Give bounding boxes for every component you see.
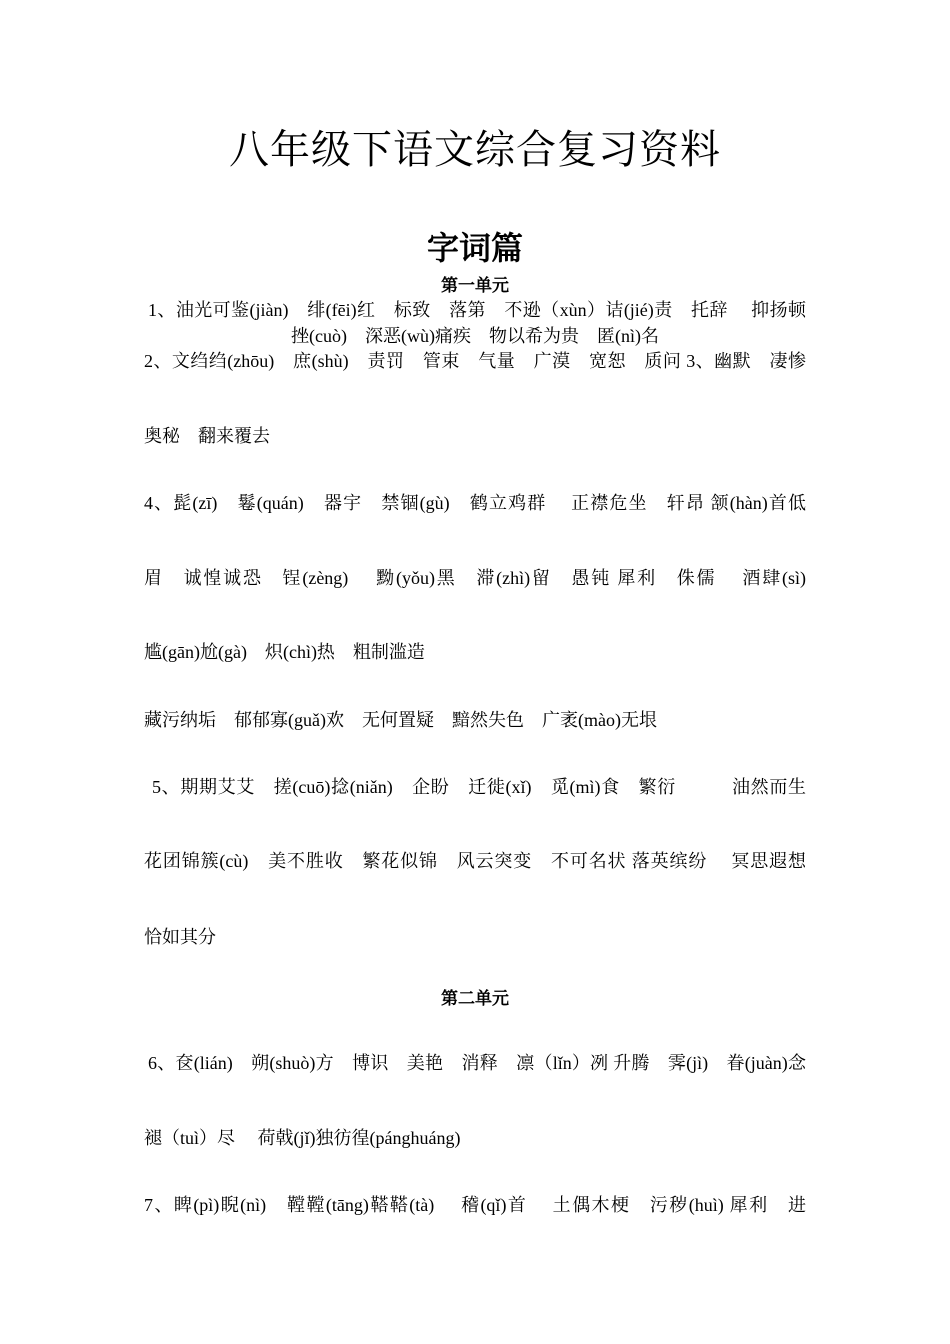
unit1-line-11: 恰如其分 <box>144 927 216 947</box>
unit1-line-4: 奥秘 翻来覆去 <box>144 426 270 446</box>
unit1-line-2: 挫(cuò) 深恶(wù)痛疾 物以希为贵 匿(nì)名 <box>291 326 659 346</box>
unit1-line-8: 藏污纳垢 郁郁寡(guǎ)欢 无何置疑 黯然失色 广袤(mào)无垠 <box>144 710 657 730</box>
unit-title-1: 第一单元 <box>441 276 509 295</box>
unit1-line-9: 5、期期艾艾 搓(cuō)捻(niǎn) 企盼 迁徙(xǐ) 觅(mì)食 繁衍 油然而生 <box>152 777 806 797</box>
unit2-line-2: 褪（tuì）尽 荷戟(jǐ)独彷徨(pánghuáng) <box>144 1128 461 1148</box>
unit1-line-5: 4、髭(zī) 鬈(quán) 器宇 禁锢(gù) 鹤立鸡群 正襟危坐 轩昂 颔(hàn)首低 <box>144 493 806 513</box>
unit1-line-1: 1、油光可鉴(jiàn) 绯(fēi)红 标致 落第 不逊（xùn）诘(jié)责 托辞 抑扬顿 <box>148 300 806 320</box>
unit-title-2: 第二单元 <box>441 989 509 1008</box>
unit1-line-6: 眉 诚惶诚恐 锃(zèng) 黝(yǒu)黑 滞(zhì)留 愚钝 犀利 侏儒 酒肆(sì) <box>144 568 806 588</box>
unit2-line-3: 7、睥(pì)睨(nì) 鞺鞺(tāng)鞳鞳(tà) 稽(qǐ)首 土偶木梗 污秽(huì) 犀利 进 <box>144 1195 806 1215</box>
unit1-line-7: 尴(gān)尬(gà) 炽(chì)热 粗制滥造 <box>144 642 425 662</box>
section-title: 字词篇 <box>426 230 523 266</box>
unit1-line-10: 花团锦簇(cù) 美不胜收 繁花似锦 风云突变 不可名状 落英缤纷 冥思遐想 <box>144 851 806 871</box>
unit2-line-1: 6、奁(lián) 朔(shuò)方 博识 美艳 消释 凛（lǐn）冽 升腾 霁(jì) 眷(juàn)念 <box>148 1053 806 1073</box>
page-title: 八年级下语文综合复习资料 <box>229 127 721 172</box>
unit1-line-3: 2、文绉绉(zhōu) 庶(shù) 责罚 管束 气量 广漠 宽恕 质问 3、幽默 凄惨 <box>144 351 806 371</box>
